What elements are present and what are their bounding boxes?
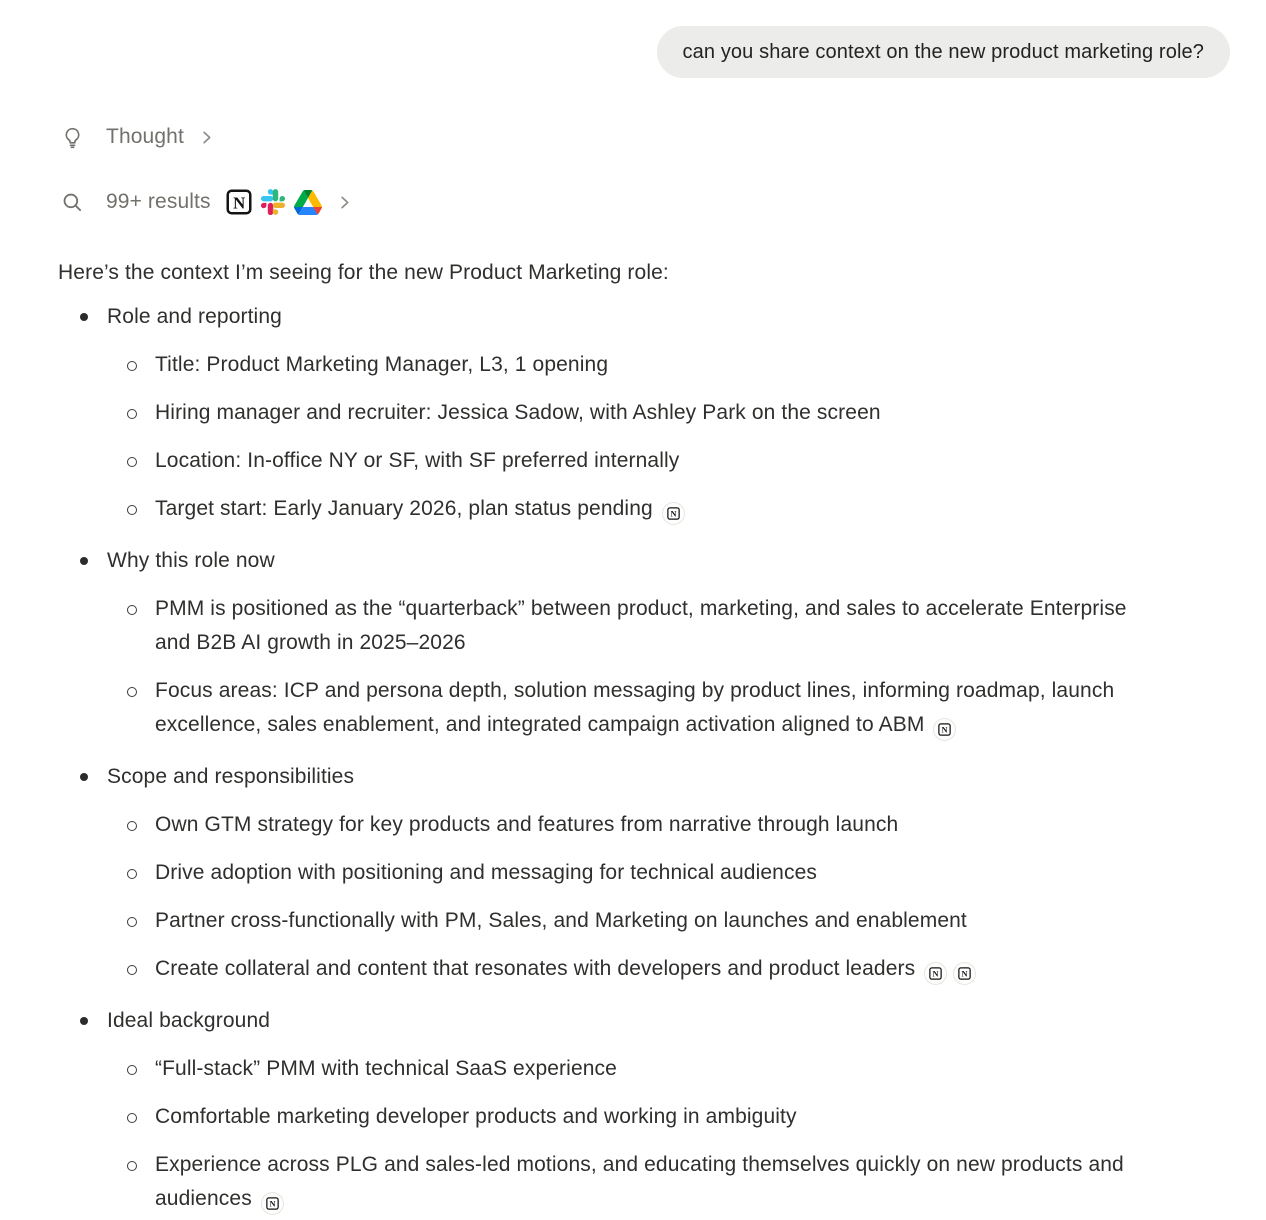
notion-citation-badge[interactable] — [933, 718, 956, 741]
list-item-text: Partner cross-functionally with PM, Sales, and Marketing on launches and enablement — [155, 909, 967, 932]
list-item — [107, 856, 1137, 890]
user-message-row — [0, 0, 1266, 78]
lightbulb-icon — [60, 125, 84, 149]
bullet-circle-icon — [127, 409, 137, 419]
thought-label: Thought — [106, 125, 184, 148]
results-count-label: 99+ results — [106, 190, 211, 213]
svg-text:N: N — [269, 1199, 276, 1209]
section-sublist — [107, 808, 1266, 986]
section-title: Scope and responsibilities — [107, 765, 355, 788]
svg-text:N: N — [942, 725, 949, 735]
list-item — [107, 492, 1137, 526]
user-message-bubble — [657, 26, 1230, 78]
response-section — [58, 544, 1266, 742]
svg-text:N: N — [232, 193, 245, 213]
list-item — [107, 592, 1137, 660]
list-item — [107, 1052, 1137, 1086]
list-item — [107, 674, 1137, 742]
google-drive-icon — [294, 190, 322, 215]
notion-citation-badge[interactable] — [953, 962, 976, 985]
search-icon — [60, 190, 84, 214]
list-item — [107, 1100, 1137, 1134]
notion-citation-badge[interactable] — [924, 962, 947, 985]
section-sublist — [107, 592, 1266, 742]
notion-icon — [226, 189, 252, 215]
user-message-text: can you share context on the new product marketing role? — [682, 41, 1204, 63]
list-item-text: Target start: Early January 2026, plan status pending N — [155, 497, 685, 520]
list-item — [107, 396, 1137, 430]
bullet-circle-icon — [127, 361, 137, 371]
list-item-text: PMM is positioned as the “quarterback” between product, marketing, and sales to accelerate Enterprise and B2B AI growth in 2025–2026 — [155, 597, 1127, 654]
list-item — [107, 1148, 1137, 1216]
svg-text:N: N — [670, 509, 677, 519]
section-title: Role and reporting — [107, 305, 282, 328]
list-item — [107, 904, 1137, 938]
list-item — [107, 952, 1137, 986]
notion-citation-badge[interactable] — [261, 1192, 284, 1215]
result-source-icons — [226, 189, 322, 215]
response-section — [58, 760, 1266, 986]
list-item-text: Drive adoption with positioning and messaging for technical audiences — [155, 861, 818, 884]
thought-toggle[interactable] — [60, 120, 1266, 154]
list-item-text: Hiring manager and recruiter: Jessica Sadow, with Ashley Park on the screen — [155, 401, 881, 424]
bullet-circle-icon — [127, 917, 137, 927]
bullet-circle-icon — [127, 457, 137, 467]
list-item-text: Create collateral and content that resonates with developers and product leaders N N — [155, 957, 976, 980]
response-outline — [58, 300, 1266, 1216]
bullet-dot-icon — [80, 773, 88, 781]
section-title: Why this role now — [107, 549, 275, 572]
response-section — [58, 1004, 1266, 1216]
section-sublist — [107, 348, 1266, 526]
notion-citation-badge[interactable] — [662, 502, 685, 525]
bullet-circle-icon — [127, 821, 137, 831]
list-item — [107, 808, 1137, 842]
list-item — [107, 444, 1137, 478]
bullet-dot-icon — [80, 313, 88, 321]
response-section — [58, 300, 1266, 526]
chevron-right-icon — [335, 193, 354, 212]
svg-text:N: N — [932, 969, 939, 979]
bullet-circle-icon — [127, 1161, 137, 1171]
svg-text:N: N — [961, 969, 968, 979]
list-item-text: Title: Product Marketing Manager, L3, 1 opening — [155, 353, 609, 376]
bullet-circle-icon — [127, 505, 137, 515]
bullet-circle-icon — [127, 1113, 137, 1123]
bullet-circle-icon — [127, 965, 137, 975]
bullet-circle-icon — [127, 1065, 137, 1075]
list-item-text: Focus areas: ICP and persona depth, solution messaging by product lines, informing roadmap, launch excellence, sales enablement, and integrated campaign activation aligned to ABM N — [155, 679, 1114, 736]
list-item-text: “Full-stack” PMM with technical SaaS experience — [155, 1057, 617, 1080]
section-title: Ideal background — [107, 1009, 271, 1032]
bullet-dot-icon — [80, 1017, 88, 1025]
list-item-text: Comfortable marketing developer products and working in ambiguity — [155, 1105, 797, 1128]
bullet-circle-icon — [127, 687, 137, 697]
list-item-text: Experience across PLG and sales-led motions, and educating themselves quickly on new products and audiences N — [155, 1153, 1124, 1210]
bullet-circle-icon — [127, 605, 137, 615]
slack-icon — [260, 189, 286, 215]
bullet-circle-icon — [127, 869, 137, 879]
search-results-toggle[interactable] — [60, 185, 1266, 219]
section-sublist — [107, 1052, 1266, 1216]
list-item — [107, 348, 1137, 382]
bullet-dot-icon — [80, 557, 88, 565]
list-item-text: Location: In-office NY or SF, with SF preferred internally — [155, 449, 680, 472]
list-item-text: Own GTM strategy for key products and features from narrative through launch — [155, 813, 899, 836]
response-intro: Here’s the context I’m seeing for the new Product Marketing role: — [58, 261, 669, 284]
chevron-right-icon — [197, 128, 216, 147]
